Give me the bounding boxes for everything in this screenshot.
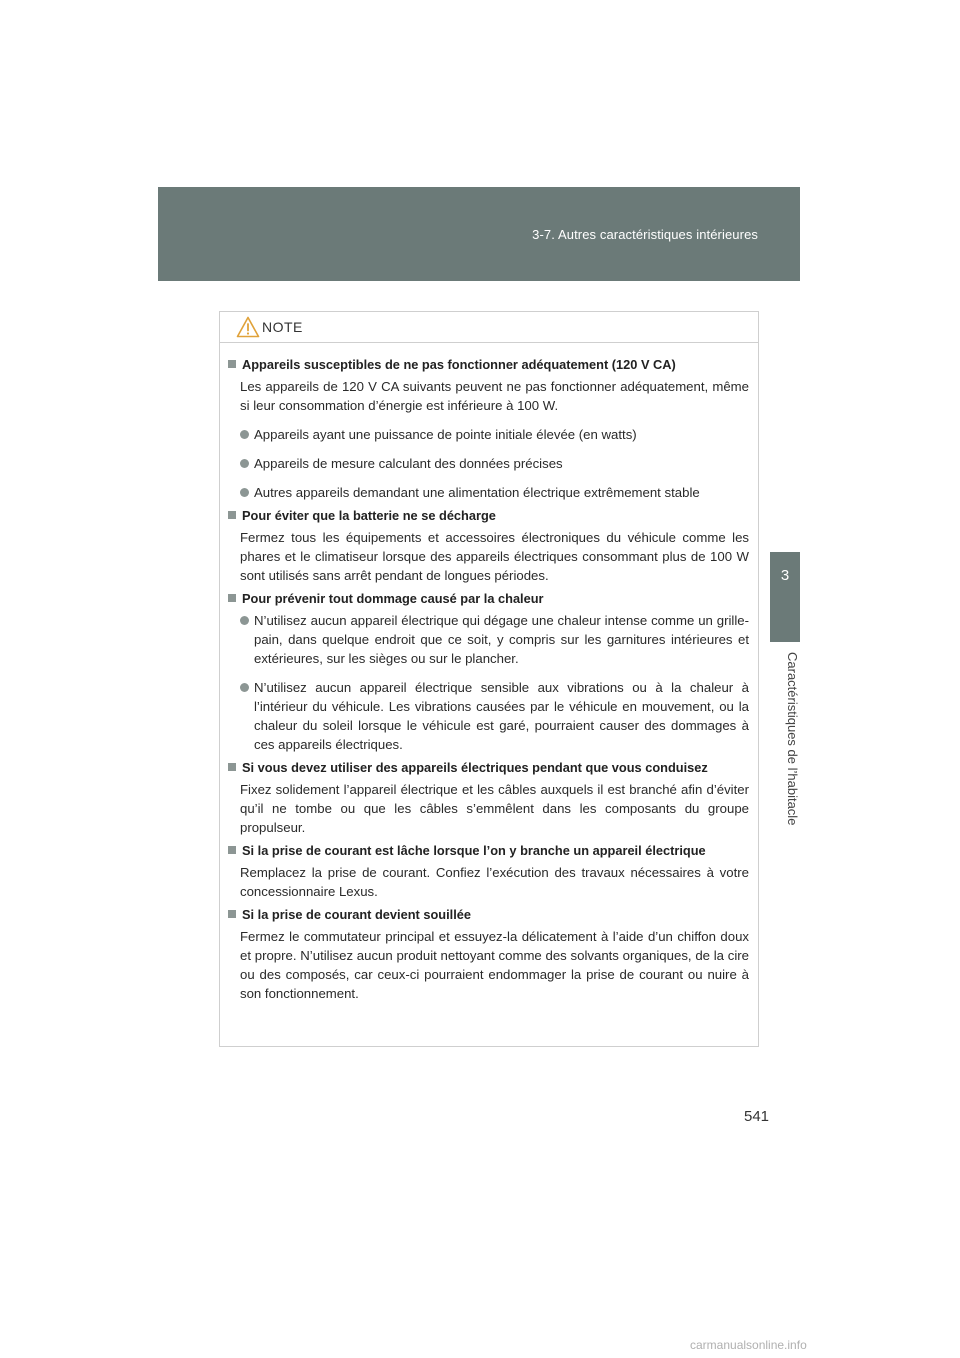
- round-bullet-icon: [240, 488, 249, 497]
- round-bullet-icon: [240, 430, 249, 439]
- section-heading: Si la prise de courant devient souillée: [228, 905, 749, 924]
- section-paragraph: Les appareils de 120 V CA suivants peuvent ne pas fonctionner adéquatement, même si leur consommation d’énergie est inférieure à 100 W.: [240, 379, 749, 413]
- section-heading: Si la prise de courant est lâche lorsque l’on y branche un appareil électrique: [228, 841, 749, 860]
- section-heading: Appareils susceptibles de ne pas fonctionner adéquatement (120 V CA): [228, 355, 749, 374]
- square-bullet-icon: [228, 910, 236, 918]
- watermark-text: carmanualsonline.info: [690, 1338, 807, 1352]
- square-bullet-icon: [228, 763, 236, 771]
- warning-triangle-icon: [236, 316, 260, 338]
- page-number: 541: [744, 1108, 770, 1125]
- square-bullet-icon: [228, 846, 236, 854]
- note-box: [219, 311, 759, 1047]
- note-title: NOTE: [262, 319, 303, 335]
- round-bullet-icon: [240, 683, 249, 692]
- square-bullet-icon: [228, 360, 236, 368]
- list-item: Appareils de mesure calculant des données précises: [240, 454, 749, 473]
- list-item: N’utilisez aucun appareil électrique qui dégage une chaleur intense comme un grille-pain, dans quelque endroit que ce soit, y compris sur les garnitures intérieures et extérieures, sur les sièges ou sur le plancher.: [240, 611, 749, 668]
- list-item: N’utilisez aucun appareil électrique sensible aux vibrations ou à la chaleur à l’intérieur du véhicule. Les vibrations causées par le véhicule en mouvement, ou la chaleur du soleil lorsque le véhicule est garé, pourraient causer des dommages à ces appareils électriques.: [240, 678, 749, 754]
- section-paragraph: Remplacez la prise de courant. Confiez l’exécution des travaux nécessaires à votre concessionnaire Lexus.: [240, 865, 749, 899]
- chapter-side-tab: [770, 552, 800, 642]
- round-bullet-icon: [240, 459, 249, 468]
- note-header: [220, 312, 758, 343]
- chapter-header-band: [158, 187, 800, 281]
- section-title: 3-7. Autres caractéristiques intérieures: [532, 227, 758, 242]
- chapter-number: 3: [780, 567, 790, 584]
- square-bullet-icon: [228, 511, 236, 519]
- section-paragraph: Fixez solidement l’appareil électrique et les câbles auxquels il est branché afin d’éviter qu’il ne tombe ou que les câbles s’emmêlent dans les composants du groupe propulseur.: [240, 782, 749, 835]
- square-bullet-icon: [228, 594, 236, 602]
- note-body: [220, 343, 758, 1003]
- section-heading: Pour prévenir tout dommage causé par la chaleur: [228, 589, 749, 608]
- list-item: Appareils ayant une puissance de pointe initiale élevée (en watts): [240, 425, 749, 444]
- section-paragraph: Fermez le commutateur principal et essuyez-la délicatement à l’aide d’un chiffon doux et propre. N’utilisez aucun produit nettoyant comme des solvants organiques, de la cire ou des composés, car ceux-ci pourraient endommager la prise de courant ou nuire à son fonctionnement.: [240, 929, 749, 1001]
- section-heading: Si vous devez utiliser des appareils électriques pendant que vous conduisez: [228, 758, 749, 777]
- list-item: Autres appareils demandant une alimentation électrique extrêmement stable: [240, 483, 749, 502]
- round-bullet-icon: [240, 616, 249, 625]
- section-heading: Pour éviter que la batterie ne se décharge: [228, 506, 749, 525]
- section-paragraph: Fermez tous les équipements et accessoires électroniques du véhicule comme les phares et le climatiseur lorsque des appareils électriques consommant plus de 100 W sont utilisés sans arrêt pendant de longues périodes.: [240, 530, 749, 583]
- chapter-label: Caractéristiques de l’habitacle: [785, 652, 800, 826]
